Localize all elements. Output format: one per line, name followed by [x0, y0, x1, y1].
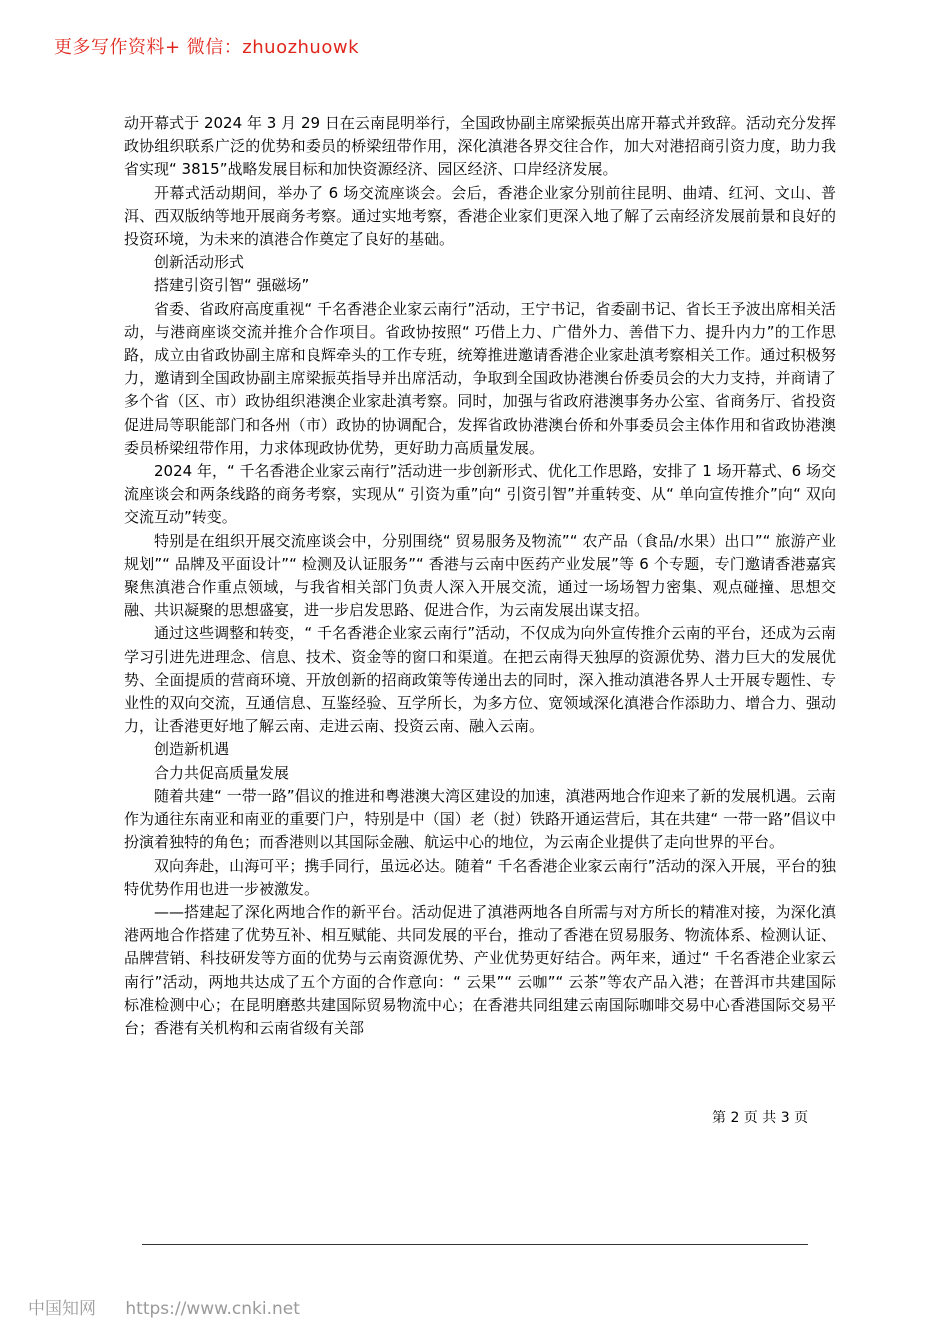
footer-url[interactable]: https://www.cnki.net	[125, 1299, 300, 1319]
section-subheading: 搭建引资引智“ 强磁场”	[154, 276, 310, 295]
promo-header: 更多写作资料+ 微信：zhuozhuowk	[54, 37, 360, 58]
paragraph: 开幕式活动期间，举办了 6 场交流座谈会。会后，香港企业家分别前往昆明、曲靖、红河、文山、普洱、西双版纳等地开展商务考察。通过实地考察，香港企业家们更深入地了解了云南经济发展前景和良好的投资环境，为未来的滇港合作奠定了良好的基础。	[124, 183, 836, 249]
footer-divider	[142, 1244, 808, 1245]
paragraph: 2024 年，“ 千名香港企业家云南行”活动进一步创新形式、优化工作思路，安排了 1 场开幕式、6 场交流座谈会和两条线路的商务考察，实现从“ 引资为重”向“ 引资引智”并重转变、从“ 单向宣传推介”向“ 双向交流互动”转变。	[124, 462, 836, 527]
section-subheading: 合力共促高质量发展	[154, 763, 290, 782]
page-number: 第 2 页 共 3 页	[712, 1110, 809, 1126]
section-heading: 创造新机遇	[154, 740, 230, 759]
paragraph: ——搭建起了深化两地合作的新平台。活动促进了滇港两地各自所需与对方所长的精准对接，为深化滇港两地合作搭建了优势互补、相互赋能、共同发展的平台，推动了香港在贸易服务、物流体系、检测认证、品牌营销、科技研发等方面的优势与云南资源优势、产业优势更好结合。两年来，通过“ 千名香港企业家云南行”活动，两地共达成了五个方面的合作意向：“ 云果”“ 云咖”“ 云茶”等农产品入港；在普洱市共建国际标准检测中心；在昆明磨憨共建国际贸易物流中心；在香港共同组建云南国际咖啡交易中心香港国际交易平台；香港有关机构和云南省级有关部	[124, 902, 836, 1037]
paragraph: 随着共建“ 一带一路”倡议的推进和粤港澳大湾区建设的加速，滇港两地合作迎来了新的发展机遇。云南作为通往东南亚和南亚的重要门户，特别是中（国）老（挝）铁路开通运营后，其在共建“ 一带一路”倡议中扮演着独特的角色；而香港则以其国际金融、航运中心的地位，为云南企业提供了走向世界的平台。	[124, 786, 836, 852]
cnki-logo-text: 中国知网	[28, 1299, 96, 1319]
paragraph: 通过这些调整和转变，“ 千名香港企业家云南行”活动，不仅成为向外宣传推介云南的平台，还成为云南学习引进先进理念、信息、技术、资金等的窗口和渠道。在把云南得天独厚的资源优势、潜力巨大的发展优势、全面提质的营商环境、开放创新的招商政策等传递出去的同时，深入推动滇港各界人士开展专题性、专业性的双向交流，互通信息、互鉴经验、互学所长，为多方位、宽领域深化滇港合作添助力、增合力、强动力，让香港更好地了解云南、走进云南、投资云南、融入云南。	[124, 624, 836, 736]
document-body	[124, 112, 836, 1040]
footer	[28, 1294, 300, 1319]
paragraph: 特别是在组织开展交流座谈会中，分别围绕“ 贸易服务及物流”“ 农产品（食品/水果）出口”“ 旅游产业规划”“ 品牌及平面设计”“ 检测及认证服务”“ 香港与云南中医药产业发展”等 6 个专题，专门邀请香港嘉宾聚焦滇港合作重点领域，与我省相关部门负责人深入开展交流，通过一场场智力密集、观点碰撞、思想交融、共识凝聚的思想盛宴，进一步启发思路、促进合作，为云南发展出谋支招。	[124, 531, 836, 620]
section-heading: 创新活动形式	[154, 253, 245, 272]
paragraph: 双向奔赴，山海可平；携手同行，虽远必达。随着“ 千名香港企业家云南行”活动的深入开展，平台的独特优势作用也进一步被激发。	[124, 856, 836, 898]
paragraph: 动开幕式于 2024 年 3 月 29 日在云南昆明举行，全国政协副主席梁振英出席开幕式并致辞。活动充分发挥政协组织联系广泛的优势和委员的桥梁纽带作用，深化滇港各界交往合作，加大对港招商引资力度，助力我省实现“ 3815”战略发展目标和加快资源经济、园区经济、口岸经济发展。	[124, 114, 836, 179]
paragraph: 省委、省政府高度重视“ 千名香港企业家云南行”活动，王宁书记，省委副书记、省长王予波出席相关活动，与港商座谈交流并推介合作项目。省政协按照“ 巧借上力、广借外力、善借下力、提升内力”的工作思路，成立由省政协副主席和良辉牵头的工作专班，统筹推进邀请香港企业家赴滇考察相关工作。通过积极努力，邀请到全国政协副主席梁振英指导并出席活动，争取到全国政协港澳台侨委员会的大力支持，并商请了多个省（区、市）政协组织港澳企业家赴滇考察。同时，加强与省政府港澳事务办公室、省商务厅、省投资促进局等职能部门和各州（市）政协的协调配合，发挥省政协港澳台侨和外事委员会主体作用和省政协港澳委员桥梁纽带作用，力求体现政协优势，更好助力高质量发展。	[124, 299, 836, 457]
